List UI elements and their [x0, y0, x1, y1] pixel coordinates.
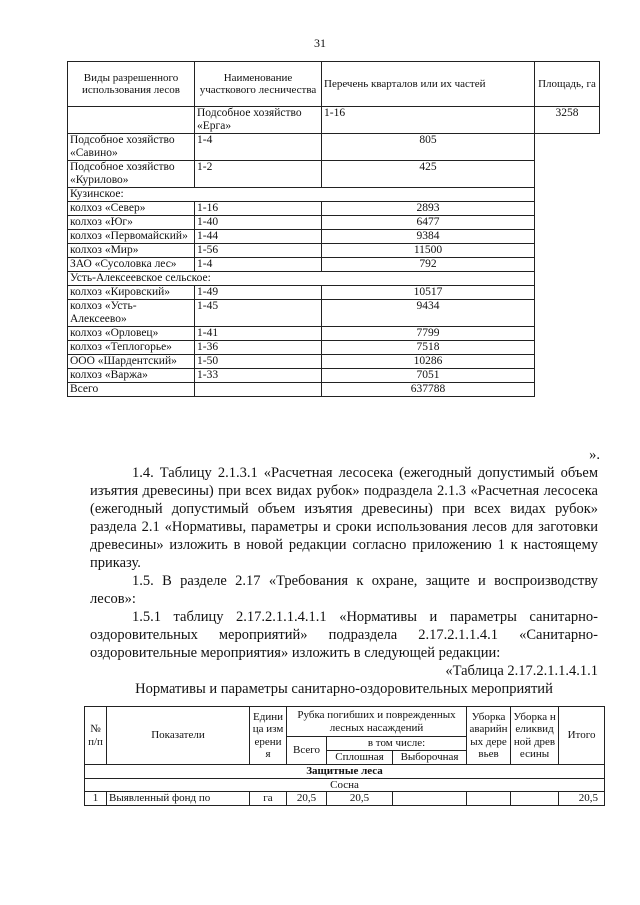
forestry-cell: ООО «Шардентский»	[68, 355, 195, 369]
forestry-cell: ЗАО «Сусоловка лес»	[68, 258, 195, 272]
table-title: Нормативы и параметры санитарно-оздоровительных мероприятий	[135, 681, 553, 697]
quarters-cell: 1-41	[195, 327, 322, 341]
table-closing-quote: ».	[589, 447, 600, 463]
header-illiquid: Уборка неликвидной древесины	[511, 707, 559, 765]
area-cell: 637788	[322, 383, 535, 397]
header-unit: Единица измерения	[250, 707, 287, 765]
quarters-cell: 1-16	[195, 202, 322, 216]
header-felling: Рубка погибших и поврежденных лесных насаждений	[287, 707, 467, 737]
paragraph-1-5: 1.5. В разделе 2.17 «Требования к охране, защите и воспроизводству лесов»:	[90, 573, 598, 607]
paragraph-1-4: 1.4. Таблицу 2.1.3.1 «Расчетная лесосека (ежегодный допустимый объем изъятия древесины) при всех видах рубок» подраздела 2.1.3 «Расчетная лесосека (ежегодный допустимый объем изъятия древесины) при всех видах рубок» раздела 2.1 «Нормативы, параметры и сроки использования лесов для заготовки древесины» изложить в новой редакции согласно приложению 1 к настоящему приказу.	[90, 465, 598, 571]
section-cell: Кузинское:	[68, 188, 535, 202]
header-felling-total: Всего	[287, 737, 327, 765]
forest-use-table	[67, 61, 600, 397]
header-use-type: Виды разрешенного использования лесов	[68, 62, 195, 107]
quarters-cell: 1-4	[195, 258, 322, 272]
table-header-row	[68, 62, 600, 107]
area-cell: 425	[322, 161, 535, 188]
quarters-cell: 1-40	[195, 216, 322, 230]
table-row	[68, 383, 600, 397]
use-type-cell	[68, 107, 195, 134]
forestry-cell: Подсобное хозяйство «Курилово»	[68, 161, 195, 188]
forestry-cell: колхоз «Теплогорье»	[68, 341, 195, 355]
area-cell: 3258	[535, 107, 600, 134]
section-protective-forests: Защитные леса	[85, 765, 605, 779]
quarters-cell: 1-50	[195, 355, 322, 369]
table-row	[68, 300, 600, 327]
subsection-pine: Сосна	[85, 778, 605, 792]
area-cell: 805	[322, 134, 535, 161]
paragraph-1-5-1: 1.5.1 таблицу 2.17.2.1.1.4.1.1 «Нормативы и параметры санитарно-оздоровительных мероприятий» подраздела 2.17.2.1.1.4.1 «Санитарно-оздоровительные мероприятия» изложить в следующей редакции:	[90, 609, 598, 661]
sanitary-norms-table	[84, 706, 605, 806]
forestry-cell: колхоз «Орловец»	[68, 327, 195, 341]
area-cell: 6477	[322, 216, 535, 230]
table-row	[68, 161, 600, 188]
table-row	[68, 107, 600, 134]
row-sum: 20,5	[559, 792, 605, 806]
section-cell: Усть-Алексеевское сельское:	[68, 272, 535, 286]
forestry-cell: колхоз «Мир»	[68, 244, 195, 258]
header-solid: Сплошная	[327, 751, 393, 765]
quarters-cell	[195, 383, 322, 397]
forestry-cell: Подсобное хозяйство «Савино»	[68, 134, 195, 161]
table-reference: «Таблица 2.17.2.1.1.4.1.1	[445, 663, 598, 679]
area-cell: 792	[322, 258, 535, 272]
row-illiquid	[511, 792, 559, 806]
row-indicator: Выявленный фонд по	[107, 792, 250, 806]
header-forestry: Наименование участкового лесничества	[195, 62, 322, 107]
quarters-cell: 1-45	[195, 300, 322, 327]
quarters-cell: 1-44	[195, 230, 322, 244]
header-indicators: Показатели	[107, 707, 250, 765]
header-sum: Итого	[559, 707, 605, 765]
page-number: 31	[314, 36, 326, 50]
row-emergency	[467, 792, 511, 806]
table-row	[68, 258, 600, 272]
quarters-cell: 1-16	[322, 107, 535, 134]
header-emergency: Уборка аварийных деревьев	[467, 707, 511, 765]
forestry-cell: колхоз «Юг»	[68, 216, 195, 230]
table-row	[68, 286, 600, 300]
area-cell: 9384	[322, 230, 535, 244]
forestry-cell: колхоз «Кировский»	[68, 286, 195, 300]
quarters-cell: 1-56	[195, 244, 322, 258]
area-cell: 7518	[322, 341, 535, 355]
quarters-cell: 1-49	[195, 286, 322, 300]
header-area: Площадь, га	[535, 62, 600, 107]
forestry-cell: колхоз «Первомайский»	[68, 230, 195, 244]
header-num: № п/п	[85, 707, 107, 765]
forestry-cell: колхоз «Варжа»	[68, 369, 195, 383]
forestry-cell: колхоз «Усть-Алексеево»	[68, 300, 195, 327]
area-cell: 7799	[322, 327, 535, 341]
quarters-cell: 1-33	[195, 369, 322, 383]
table-row	[68, 341, 600, 355]
area-cell: 9434	[322, 300, 535, 327]
row-selective	[393, 792, 467, 806]
table-row	[68, 202, 600, 216]
row-unit: га	[250, 792, 287, 806]
table-row	[68, 369, 600, 383]
table-row	[68, 134, 600, 161]
quarters-cell: 1-4	[195, 134, 322, 161]
table-row	[68, 272, 600, 286]
forestry-cell: колхоз «Север»	[68, 202, 195, 216]
forestry-cell: Подсобное хозяйство «Ерга»	[195, 107, 322, 134]
area-cell: 10517	[322, 286, 535, 300]
table-row	[68, 244, 600, 258]
quarters-cell: 1-2	[195, 161, 322, 188]
header-quarters: Перечень кварталов или их частей	[322, 62, 535, 107]
table-row	[85, 792, 605, 806]
row-solid: 20,5	[327, 792, 393, 806]
row-total: 20,5	[287, 792, 327, 806]
area-cell: 7051	[322, 369, 535, 383]
area-cell: 10286	[322, 355, 535, 369]
table-row	[68, 327, 600, 341]
row-num: 1	[85, 792, 107, 806]
table-row	[68, 216, 600, 230]
area-cell: 2893	[322, 202, 535, 216]
header-selective: Выборочная	[393, 751, 467, 765]
quarters-cell: 1-36	[195, 341, 322, 355]
table-row	[68, 230, 600, 244]
table-row	[68, 355, 600, 369]
table-row	[68, 188, 600, 202]
area-cell: 11500	[322, 244, 535, 258]
header-including: в том числе:	[327, 737, 467, 751]
forestry-cell: Всего	[68, 383, 195, 397]
